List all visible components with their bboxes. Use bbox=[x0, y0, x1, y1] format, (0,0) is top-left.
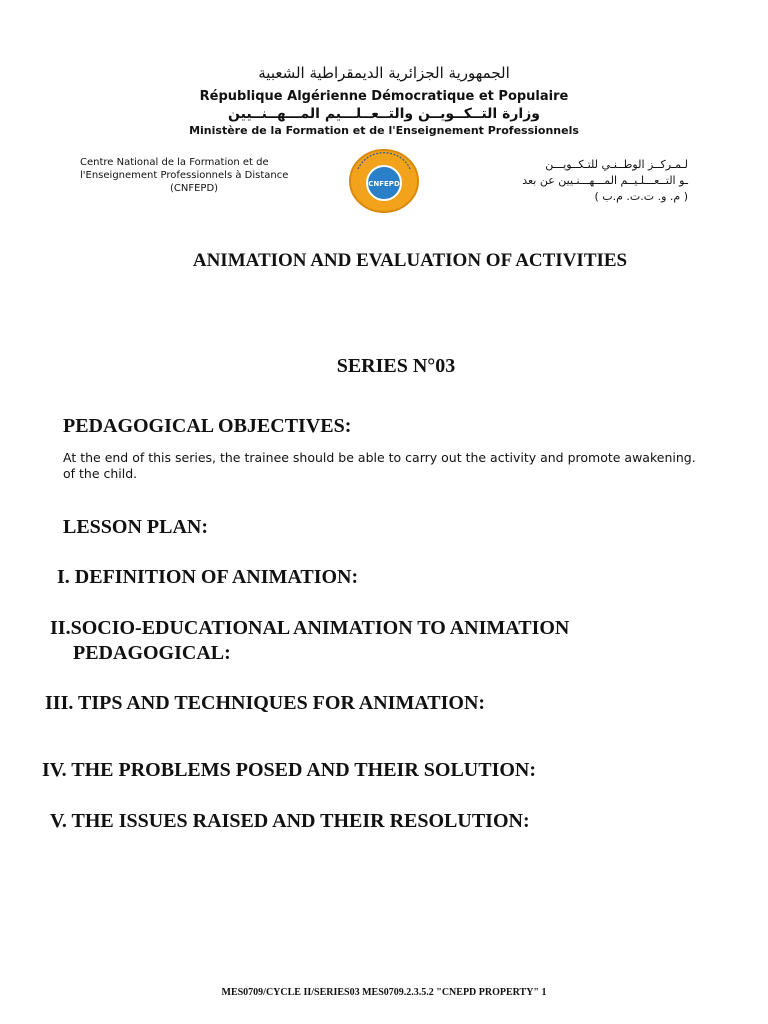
document-title: ANIMATION AND EVALUATION OF ACTIVITIES bbox=[192, 250, 628, 271]
centre-line: l'Enseignement Professionnels à Distance bbox=[80, 170, 289, 181]
centre-line: Centre National de la Formation et de bbox=[80, 157, 269, 168]
centre-name-french bbox=[80, 156, 320, 195]
centre-line-arabic: لـمـركــز الوطــنـي للتـكــويـــن bbox=[545, 158, 688, 171]
republic-title: République Algérienne Démocratique et Populaire bbox=[199, 89, 569, 104]
centre-line-arabic: ـو التــعـــلـيــم المـــهـــنـيين عن بعد bbox=[522, 174, 688, 187]
arabic-ministry-title: وزارة التــكــويــن والتــعــلـــيم المـــهــنــيين bbox=[228, 106, 540, 122]
objectives-line: At the end of this series, the trainee should be able to carry out the activity and promote awakening. bbox=[63, 450, 696, 465]
objectives-heading: PEDAGOGICAL OBJECTIVES: bbox=[63, 415, 352, 437]
lesson-item-5: V. THE ISSUES RAISED AND THEIR RESOLUTION: bbox=[50, 810, 530, 832]
ministry-title: Ministère de la Formation et de l'Enseignement Professionnels bbox=[189, 124, 579, 137]
centre-name-arabic bbox=[488, 157, 688, 205]
logo-text: CNFEPD bbox=[368, 180, 400, 188]
lesson-plan-heading: LESSON PLAN: bbox=[63, 516, 209, 538]
lesson-item-4: IV. THE PROBLEMS POSED AND THEIR SOLUTION: bbox=[42, 759, 537, 781]
centre-abbreviation: (CNFEPD) bbox=[170, 183, 219, 194]
arabic-republic-title: الجمهورية الجزائرية الديمقراطية الشعبية bbox=[258, 64, 510, 82]
lesson-item-1: I. DEFINITION OF ANIMATION: bbox=[57, 566, 359, 588]
objectives-line: of the child. bbox=[63, 466, 138, 481]
lesson-item-2: II.SOCIO-EDUCATIONAL ANIMATION TO ANIMATION bbox=[50, 617, 570, 639]
lesson-item-2-continued: PEDAGOGICAL: bbox=[73, 642, 231, 664]
centre-abbreviation-arabic: ( م. و. ت.ت. م.ب ) bbox=[594, 190, 688, 203]
cnfepd-logo bbox=[346, 147, 422, 215]
objectives-text bbox=[63, 450, 763, 482]
lesson-item-3: III. TIPS AND TECHNIQUES FOR ANIMATION: bbox=[45, 692, 486, 714]
page-footer: MES0709/CYCLE II/SERIES03 MES0709.2.3.5.2 "CNEPD PROPERTY" 1 bbox=[221, 987, 547, 998]
series-number: SERIES N°03 bbox=[336, 355, 456, 377]
